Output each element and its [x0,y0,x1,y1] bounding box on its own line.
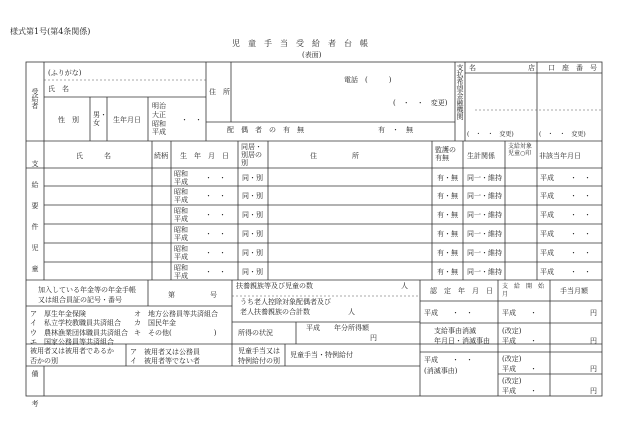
col-care: 監護の有無 [435,146,456,163]
child-livelihood: 同一・維持 [467,249,502,257]
child-care: 有・無 [437,230,458,238]
child-livelihood: 同一・維持 [467,192,502,200]
child-era: 昭和 平成 [174,188,188,205]
pension-types-2: オ 地方公務員等共済組合 カ 国民年金 キ その他( ) [134,310,218,337]
child-ineligible-date: ・ ・ [570,174,591,182]
revised-2: (改定) [502,355,522,363]
child-care: 有・無 [437,249,458,257]
child-dob: ・ ・ [205,268,226,276]
col-cohabitation: 同居・別居の別 [241,143,262,168]
address-label: 住 所 [209,88,230,96]
child-livelihood: 同一・維持 [467,174,502,182]
child-era: 昭和 平成 [174,264,188,281]
page-subtitle: (表面) [302,51,322,59]
recipient-side-label: 受給者 [31,88,39,109]
determination-date-label: 認 定 年 月 日 [430,287,493,295]
child-care: 有・無 [437,268,458,276]
child-livelihood: 同一・維持 [467,211,502,219]
pension-number: 第 号 [168,291,217,299]
page-title: 児 童 手 当 受 給 者 台 帳 [232,39,368,48]
income-label: 所得の状況 [238,329,273,337]
child-ineligible-era: 平成 [540,230,554,238]
child-era: 昭和 平成 [174,245,188,262]
child-dob: ・ ・ [205,211,226,219]
amount-label: 手当月額 [560,287,588,295]
revised-1: (改定) [502,327,522,335]
elderly-sub-2: 老人扶養親族の合計数 [240,308,310,316]
determination-date: 平成 ・ ・ [424,309,473,317]
col-name: 氏 名 [76,152,111,160]
elderly-unit: 人 [348,308,355,316]
loss-reason-2: 年月日・消滅事由 [434,337,490,345]
account-number-label: 口 座 番 号 [548,64,597,72]
child-ineligible-era: 平成 [540,249,554,257]
child-era: 昭和 平成 [174,170,188,187]
revised-2-date: 平成 ・ [502,365,537,373]
col-address: 住 所 [310,152,359,160]
era-list: 明治 大正 昭和 平成 [152,102,166,137]
child-ineligible-era: 平成 [540,192,554,200]
income-year: 平成 年分所得額 [306,324,369,332]
remarks-label: 備 考 [31,370,39,415]
revised-1-date: 平成 ・ [502,337,537,345]
pension-label-2: 又は組合員証の記号・番号 [38,296,122,304]
elderly-sub-1: うち老人控除対象配偶者及び [240,298,331,306]
child-era: 昭和 平成 [174,226,188,243]
child-cohabitation: 同・別 [242,174,263,182]
col-relation: 続柄 [154,152,168,160]
furigana-label: (ふりがな) [48,69,82,77]
income-unit: 円 [370,334,377,342]
pension-label-1: 加入している年金等の年金手帳 [38,286,136,294]
child-ineligible-era: 平成 [540,174,554,182]
col-livelihood: 生計関係 [467,152,495,160]
child-cohabitation: 同・別 [242,268,263,276]
child-ineligible-era: 平成 [540,268,554,276]
child-ineligible-era: 平成 [540,211,554,219]
bank-name-label: 名 [469,64,476,72]
child-cohabitation: 同・別 [242,192,263,200]
revised-2-yen: 円 [590,365,597,373]
revised-3-date: 平成 ・ [502,387,537,395]
child-ineligible-date: ・ ・ [570,249,591,257]
loss-date: 平成 ・ ・ [424,356,473,364]
child-era: 昭和 平成 [174,207,188,224]
col-ineligible-date: 非該当年月日 [539,152,581,160]
revised-1-yen: 円 [590,337,597,345]
pension-types-1: ア 厚生年金保険 イ 私立学校教職員共済組合 ウ 農林漁業団体職員共済組合 エ 国家公務員等共済組合 [30,310,128,347]
form-id: 様式第1号(第4条関係) [10,27,91,36]
child-dob: ・ ・ [205,174,226,182]
child-dob: ・ ・ [205,192,226,200]
child-care: 有・無 [437,211,458,219]
address-change-date: ( ・ ・ 変更) [393,99,448,107]
child-cohabitation: 同・別 [242,211,263,219]
spouse-label: 配 偶 者 の 有 無 [227,126,304,134]
revised-3: (改定) [502,377,522,385]
children-side-label: 支給要件児童 [31,160,39,286]
child-livelihood: 同一・維持 [467,268,502,276]
loss-reason-1: 支給事由消滅 [434,327,476,335]
name-label: 氏 名 [48,85,69,93]
allowance-value: 児童手当・特例給付 [290,351,353,359]
start-month-label: 支 給 開 始 月 [502,283,545,298]
dob-blank: ・ ・ [181,116,202,124]
insured-options: ア 被用者又は公務員 イ 被用者等でない者 [130,348,200,366]
child-care: 有・無 [437,174,458,182]
dependents-unit: 人 [401,282,408,290]
child-ineligible-date: ・ ・ [570,192,591,200]
dob-label: 生年月日 [113,116,141,124]
gender-label: 性 別 [58,116,79,124]
bank-branch-label: 店 [528,64,535,72]
child-cohabitation: 同・別 [242,249,263,257]
child-dob: ・ ・ [205,249,226,257]
spouse-value: 有 ・ 無 [378,126,413,134]
allowance-label-2: 特例給付の別 [238,357,280,365]
dependents-label: 扶養親族等及び児童の数 [236,282,313,290]
phone-label: 電話 ( ) [344,76,392,84]
bank-side-label: 支払希望金融機関 [456,64,464,120]
insured-label-1: 被用者又は被用者であるか [30,347,114,355]
gender-value: 男・女 [93,111,107,128]
revised-3-yen: 円 [590,387,597,395]
col-dob: 生 年 月 日 [180,152,229,160]
col-eligible: 支給対象児童○印 [508,143,533,158]
child-livelihood: 同一・維持 [467,230,502,238]
child-ineligible-date: ・ ・ [570,268,591,276]
child-care: 有・無 [437,192,458,200]
child-ineligible-date: ・ ・ [570,230,591,238]
account-change-date: ( ・ ・ 変更) [539,131,586,138]
bank-change-date: ( ・ ・ 変更) [467,131,514,138]
start-month: 平成 ・ [502,309,537,317]
loss-reason-label: (消滅事由) [424,367,458,375]
child-cohabitation: 同・別 [242,230,263,238]
child-ineligible-date: ・ ・ [570,211,591,219]
amount-yen: 円 [590,309,597,317]
insured-label-2: 否かの別 [30,357,58,365]
allowance-label-1: 児童手当又は [238,347,280,355]
child-dob: ・ ・ [205,230,226,238]
